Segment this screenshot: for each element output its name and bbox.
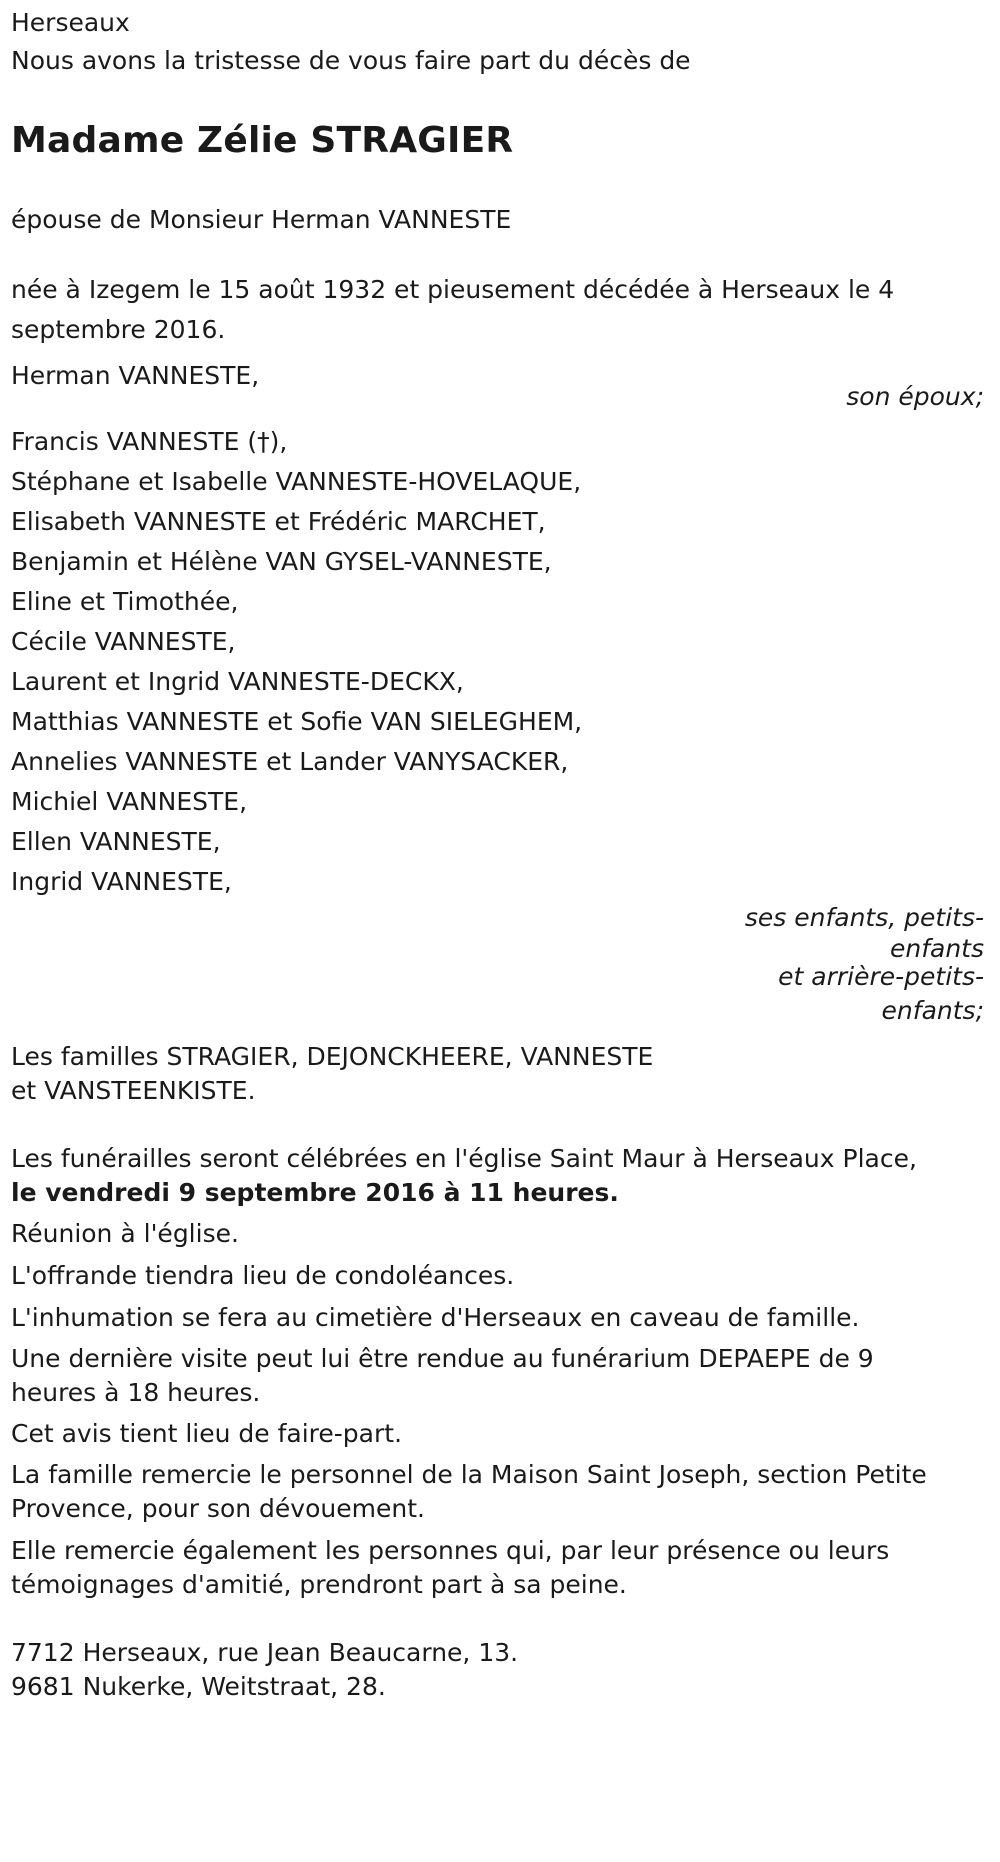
obituary-notice xyxy=(11,0,987,1704)
families-line: Les familles STRAGIER, DEJONCKHEERE, VANNESTE xyxy=(11,1042,654,1071)
family-members-list xyxy=(11,422,987,902)
funeral-line: Les funérailles seront célébrées en l'église Saint Maur à Herseaux Place, xyxy=(11,1144,917,1173)
family-member: Annelies VANNESTE et Lander VANYSACKER, xyxy=(11,747,569,776)
family-member: Cécile VANNESTE, xyxy=(11,627,236,656)
addresses xyxy=(11,1636,987,1704)
family-role-line: et arrière-petits- xyxy=(778,962,984,991)
family-member: Michiel VANNESTE, xyxy=(11,787,248,816)
families-paragraph xyxy=(11,1040,987,1108)
thanks-paragraph-2 xyxy=(11,1534,987,1602)
thanks-line: Elle remercie également les personnes qui, par leur présence ou leurs xyxy=(11,1536,890,1565)
funeral-paragraph xyxy=(11,1142,987,1210)
family-member: Matthias VANNESTE et Sofie VAN SIELEGHEM, xyxy=(11,707,583,736)
family-role-line: enfants xyxy=(889,934,984,963)
family-role-line: enfants; xyxy=(881,996,984,1025)
address-line: 9681 Nukerke, Weitstraat, 28. xyxy=(11,1672,386,1701)
visit-paragraph xyxy=(11,1342,987,1410)
family-member: Ellen VANNESTE, xyxy=(11,827,221,856)
family-member: Francis VANNESTE (†), xyxy=(11,427,288,456)
family-member: Elisabeth VANNESTE et Frédéric MARCHET, xyxy=(11,507,546,536)
deceased-name: Madame Zélie STRAGIER xyxy=(11,120,514,161)
birth-death-paragraph xyxy=(11,270,987,350)
thanks-paragraph xyxy=(11,1458,987,1526)
family-member: Benjamin et Hélène VAN GYSEL-VANNESTE, xyxy=(11,547,552,576)
notice-text: Cet avis tient lieu de faire-part. xyxy=(11,1419,403,1448)
address-line: 7712 Herseaux, rue Jean Beaucarne, 13. xyxy=(11,1638,519,1667)
visit-line: heures à 18 heures. xyxy=(11,1378,261,1407)
intro-text: Nous avons la tristesse de vous faire part du décès de xyxy=(11,46,691,75)
family-role xyxy=(11,900,987,1032)
reunion-text: Réunion à l'église. xyxy=(11,1219,239,1248)
thanks-line: La famille remercie le personnel de la Maison Saint Joseph, section Petite xyxy=(11,1460,927,1489)
thanks-line: témoignages d'amitié, prendront part à sa peine. xyxy=(11,1570,627,1599)
family-member: Eline et Timothée, xyxy=(11,587,239,616)
spouse-line: épouse de Monsieur Herman VANNESTE xyxy=(11,205,512,234)
burial-text: L'inhumation se fera au cimetière d'Herseaux en caveau de famille. xyxy=(11,1303,860,1332)
spouse-role: son époux; xyxy=(846,382,984,411)
spouse-block xyxy=(11,356,987,416)
thanks-line: Provence, pour son dévouement. xyxy=(11,1494,425,1523)
family-member: Stéphane et Isabelle VANNESTE-HOVELAQUE, xyxy=(11,467,582,496)
birth-death-line: née à Izegem le 15 août 1932 et pieusement décédée à Herseaux le 4 xyxy=(11,275,895,304)
family-member: Ingrid VANNESTE, xyxy=(11,867,232,896)
location: Herseaux xyxy=(11,8,130,37)
family-member: Laurent et Ingrid VANNESTE-DECKX, xyxy=(11,667,464,696)
visit-line: Une dernière visite peut lui être rendue au funérarium DEPAEPE de 9 xyxy=(11,1344,874,1373)
families-line: et VANSTEENKISTE. xyxy=(11,1076,256,1105)
spouse-name: Herman VANNESTE, xyxy=(11,361,260,390)
family-role-line: ses enfants, petits- xyxy=(744,903,984,932)
funeral-date: le vendredi 9 septembre 2016 à 11 heures. xyxy=(11,1178,619,1207)
offering-text: L'offrande tiendra lieu de condoléances. xyxy=(11,1261,515,1290)
birth-death-line: septembre 2016. xyxy=(11,315,226,344)
